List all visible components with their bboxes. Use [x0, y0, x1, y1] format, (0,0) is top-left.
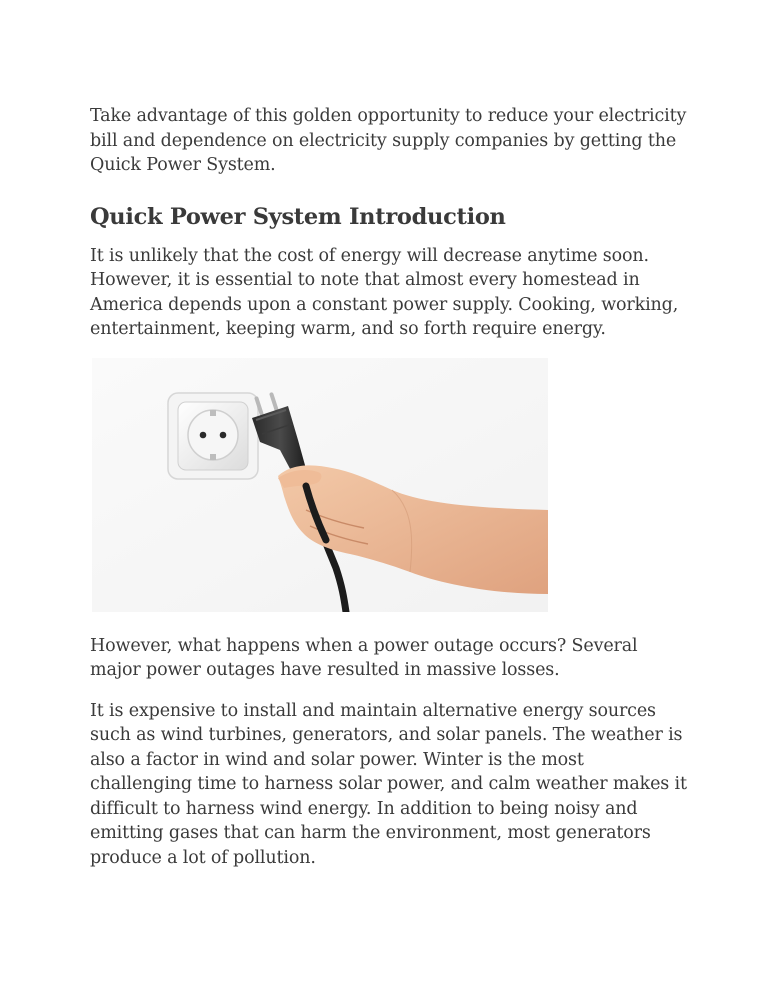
intro-body-paragraph: It is unlikely that the cost of energy will decrease anytime soon. However, it is essential to note that almost every homestead in America depends upon a constant power supply. Cooking, working, entertainment, keeping warm, and so forth require energy. — [90, 245, 679, 339]
power-plug-photo — [92, 358, 548, 612]
intro-paragraph: Take advantage of this golden opportunity to reduce your electricity bill and dependence on electricity supply companies by getting the Quick Power System. — [90, 106, 687, 175]
outage-paragraph: However, what happens when a power outage occurs? Several major power outages have resulted in massive losses. — [90, 635, 638, 680]
article-body — [90, 104, 690, 870]
section-heading: Quick Power System Introduction — [90, 203, 506, 230]
power-plug-illustration — [92, 358, 548, 612]
wall-socket — [168, 393, 258, 479]
alternative-energy-paragraph: It is expensive to install and maintain alternative energy sources such as wind turbines, generators, and solar panels. The weather is also a factor in wind and solar power. Winter is the most challenging time to harness solar power, and calm weather makes it difficult to harness wind energy. In addition to being noisy and emitting gases that can harm the environment, most generators produce a lot of pollution. — [90, 700, 687, 868]
